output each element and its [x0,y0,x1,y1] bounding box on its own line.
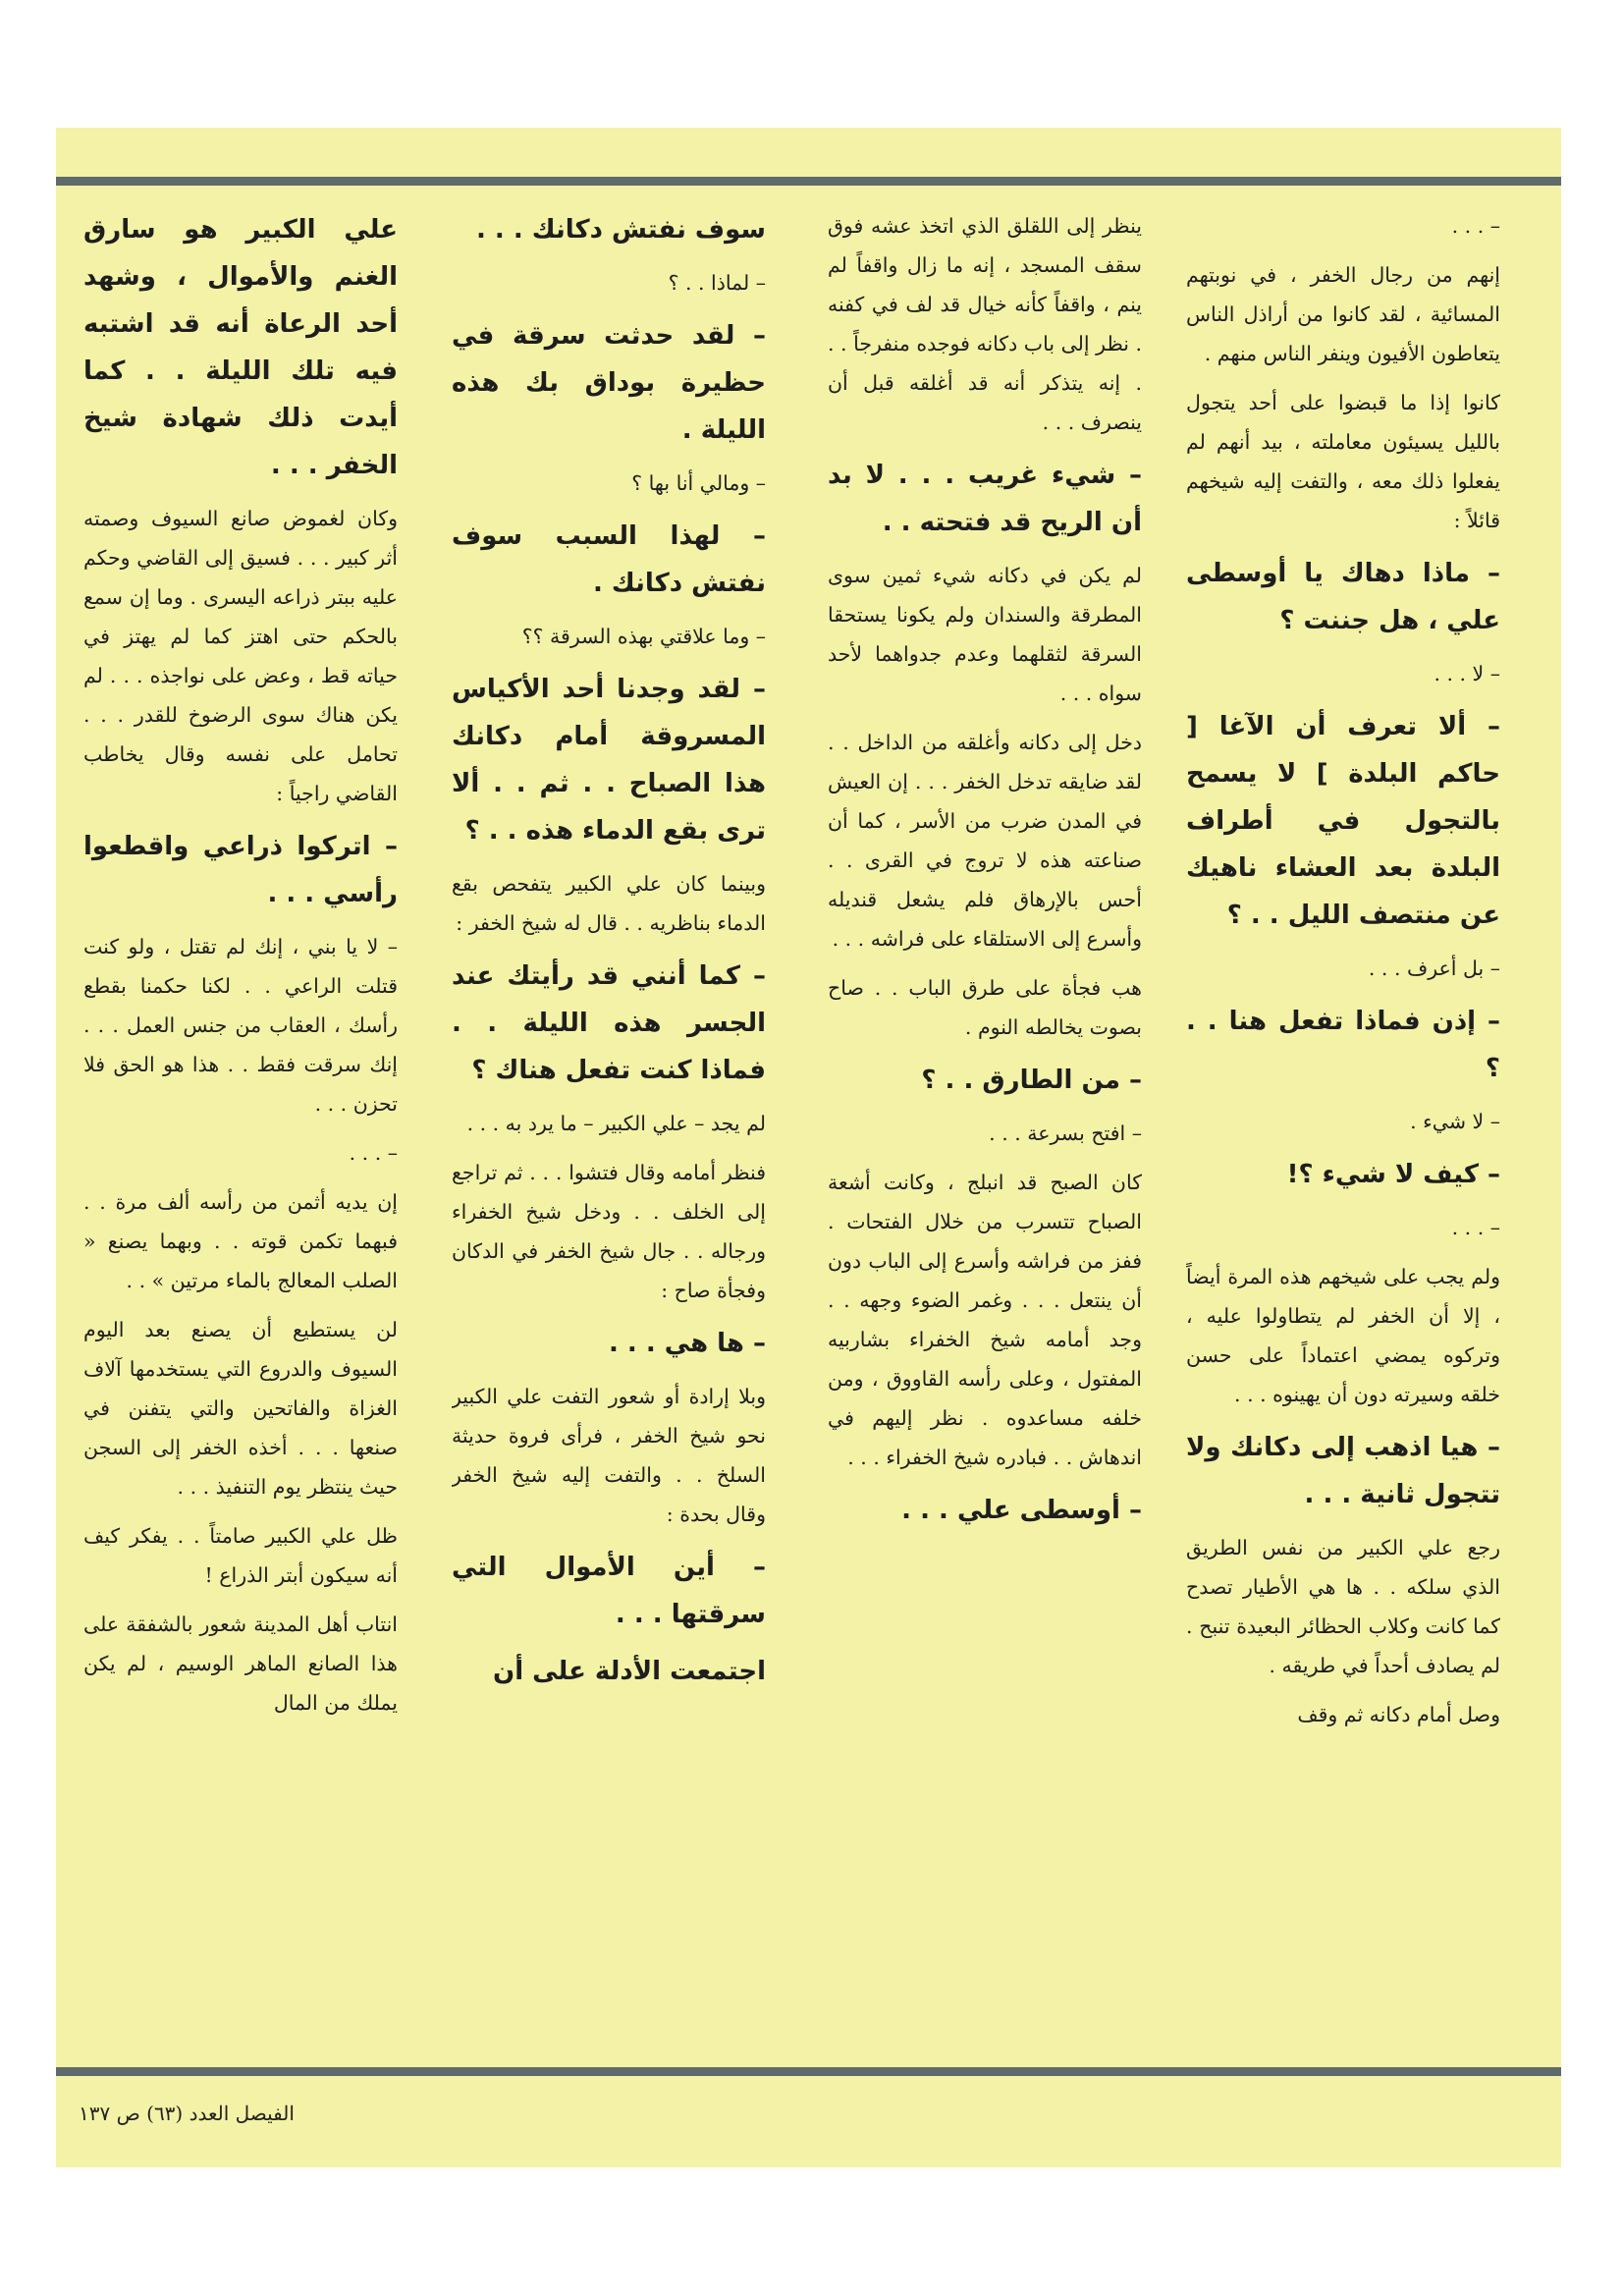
body-paragraph: – ومالي أنا بها ؟ [631,471,766,495]
dialogue-line: – ها هي . . . [608,1329,766,1358]
body-paragraph: ظل علي الكبير صامتاً . . يفكر كيف أنه سيكون أبتر الذراع ! [83,1524,398,1587]
body-paragraph: لم يجد – علي الكبير – ما يرد به . . . [466,1112,766,1135]
body-paragraph: لن يستطيع أن يصنع بعد اليوم السيوف والدروع التي يستخدمها آلاف الغزاة والفاتحين والتي يتفنن في صنعها . . . أخذه الخفر إلى السجن حيث ينتظر يوم التنفيذ . . . [83,1318,398,1499]
body-paragraph: – . . . [1451,214,1500,238]
top-rule [56,177,1561,186]
body-paragraph: – لا . . . [1434,662,1500,685]
body-paragraph: ينظر إلى اللقلق الذي اتخذ عشه فوق سقف المسجد ، إنه ما زال واقفاً لم ينم ، واقفاً كأنه خيال قد لف في كفنه . نظر إلى باب دكانه فوجده منفرجاً . . . إنه يتذكر أنه قد أغلقه قبل أن ينصرف . . . [828,214,1142,434]
body-paragraph: ولم يجب على شيخهم هذه المرة أيضاً ، إلا أن الخفر لم يتطاولوا عليه ، وتركوه يمضي اعتماداً على حسن خلقه وسيرته دون أن يهينوه . . . [1186,1265,1500,1406]
body-paragraph: – لماذا . . ؟ [668,271,766,295]
body-paragraph: – . . . [1451,1216,1500,1239]
dialogue-line: – كيف لا شيء ؟! [1286,1160,1500,1189]
body-paragraph: انتاب أهل المدينة شعور بالشفقة على هذا الصانع الماهر الوسيم ، لم يكن يملك من المال [83,1613,398,1715]
body-paragraph: – لا شيء . [1410,1110,1500,1133]
dialogue-line: اجتمعت الأدلة على أن [493,1657,766,1686]
body-paragraph: – . . . [349,1141,398,1165]
dialogue-line: – أين الأموال التي سرقتها . . . [452,1553,766,1629]
dialogue-line: – من الطارق . . ؟ [921,1066,1142,1095]
body-paragraph: دخل إلى دكانه وأغلقه من الداخل . . لقد ضايقه تدخل الخفر . . . إن العيش في المدن ضرب من الأسر ، كما أن صناعته هذه لا تروج في القرى . . أحس بالإرهاق فلم يشعل قنديله وأسرع إلى الاستلقاء على فراشه . . . [828,731,1142,951]
body-paragraph: – لا يا بني ، إنك لم تقتل ، ولو كنت قتلت الراعي . . لكنا حكمنا بقطع رأسك ، العقاب من جنس العمل . . . إنك سرقت فقط . . هذا هو الحق فلا تحزن . . . [83,935,398,1116]
body-paragraph: إن يديه أثمن من رأسه ألف مرة . . فبهما تكمن قوته . . وبهما يصنع « الصلب المعالج بالماء مرتين » . . [83,1190,398,1292]
column-4 [83,206,398,2052]
column-2 [828,206,1142,2052]
body-paragraph: – بل أعرف . . . [1368,957,1500,980]
dialogue-line: – إذن فماذا تفعل هنا . . ؟ [1186,1007,1500,1083]
dialogue-line: – شيء غريب . . . لا بد أن الريح قد فتحته . . [828,461,1142,537]
body-paragraph: رجع علي الكبير من نفس الطريق الذي سلكه . . ها هي الأطيار تصدح كما كانت وكلاب الحظائر البعيدة تنبح . لم يصادف أحداً في طريقه . [1186,1536,1500,1677]
body-paragraph: – افتح بسرعة . . . [989,1121,1142,1145]
dialogue-line: – لقد حدثت سرقة في حظيرة بوداق بك هذه الليلة . [452,321,766,445]
body-paragraph: – وما علاقتي بهذه السرقة ؟؟ [521,625,766,648]
dialogue-line: – أوسطى علي . . . [901,1496,1142,1525]
dialogue-line: سوف نفتش دكانك . . . [475,215,766,245]
body-paragraph: فنظر أمامه وقال فتشوا . . . ثم تراجع إلى الخلف . . ودخل شيخ الخفراء ورجاله . . جال شيخ الخفر في الدكان وفجأة صاح : [452,1161,766,1302]
page-footer: الفيصل العدد (٦٣) ص ١٣٧ [79,2102,295,2125]
body-paragraph: كانوا إذا ما قبضوا على أحد يتجول بالليل يسيئون معاملته ، بيد أنهم لم يفعلوا ذلك معه ، والتفت إليه شيخهم قائلاً : [1186,391,1500,532]
body-paragraph: هب فجأة على طرق الباب . . صاح بصوت يخالطه النوم . [828,976,1142,1039]
body-paragraph: كان الصبح قد انبلج ، وكانت أشعة الصباح تتسرب من خلال الفتحات . ففز من فراشه وأسرع إلى الباب دون أن ينتعل . . . وغمر الضوء وجهه . . وجد أمامه شيخ الخفراء بشاربيه المفتول ، وعلى رأسه القاووق ، ومن خلفه مساعدوه . نظر إليهم في اندهاش . . فبادره شيخ الخفراء . . . [828,1171,1142,1469]
column-3 [452,206,766,2052]
dialogue-line: – لهذا السبب سوف نفتش دكانك . [452,521,766,598]
body-paragraph: وكان لغموض صانع السيوف وصمته أثر كبير . . . فسيق إلى القاضي وحكم عليه ببتر ذراعه اليسرى . وما إن سمع بالحكم حتى اهتز كما لم يهتز في حياته قط ، وعض على نواجذه . . . لم يكن هناك سوى الرضوخ للقدر . . . تحامل على نفسه وقال يخاطب القاضي راجياً : [83,507,398,805]
dialogue-line: علي الكبير هو سارق الغنم والأموال ، وشهد أحد الرعاة أنه قد اشتبه فيه تلك الليلة . . كما أيدت ذلك شهادة شيخ الخفر . . . [83,215,398,480]
body-paragraph: وصل أمام دكانه ثم وقف [1297,1703,1500,1726]
dialogue-line: – ألا تعرف أن الآغا [ حاكم البلدة ] لا يسمح بالتجول في أطراف البلدة بعد العشاء ناهيك عن منتصف الليل . . ؟ [1186,712,1500,930]
dialogue-line: – ماذا دهاك يا أوسطى علي ، هل جننت ؟ [1186,559,1500,635]
column-1 [1186,206,1500,2052]
dialogue-line: – لقد وجدنا أحد الأكياس المسروقة أمام دكانك هذا الصباح . . ثم . . ألا ترى بقع الدماء هذه . . ؟ [452,675,766,846]
body-paragraph: إنهم من رجال الخفر ، في نوبتهم المسائية ، لقد كانوا من أراذل الناس يتعاطون الأفيون وينفر الناس منهم . [1186,263,1500,365]
bottom-rule [56,2067,1561,2076]
dialogue-line: – هيا اذهب إلى دكانك ولا تتجول ثانية . . . [1186,1433,1500,1509]
body-paragraph: وبينما كان علي الكبير يتفحص بقع الدماء بناظريه . . قال له شيخ الخفر : [452,872,766,935]
dialogue-line: – اتركوا ذراعي واقطعوا رأسي . . . [83,832,398,908]
body-paragraph: لم يكن في دكانه شيء ثمين سوى المطرقة والسندان ولم يكونا يستحقا السرقة لثقلهما وعدم جدواهما لأحد سواه . . . [828,564,1142,705]
body-paragraph: وبلا إرادة أو شعور التفت علي الكبير نحو شيخ الخفر ، فرأى فروة حديثة السلخ . . والتفت إليه شيخ الخفر وقال بحدة : [452,1385,766,1526]
dialogue-line: – كما أنني قد رأيتك عند الجسر هذه الليلة . . فماذا كنت تفعل هناك ؟ [452,961,766,1085]
